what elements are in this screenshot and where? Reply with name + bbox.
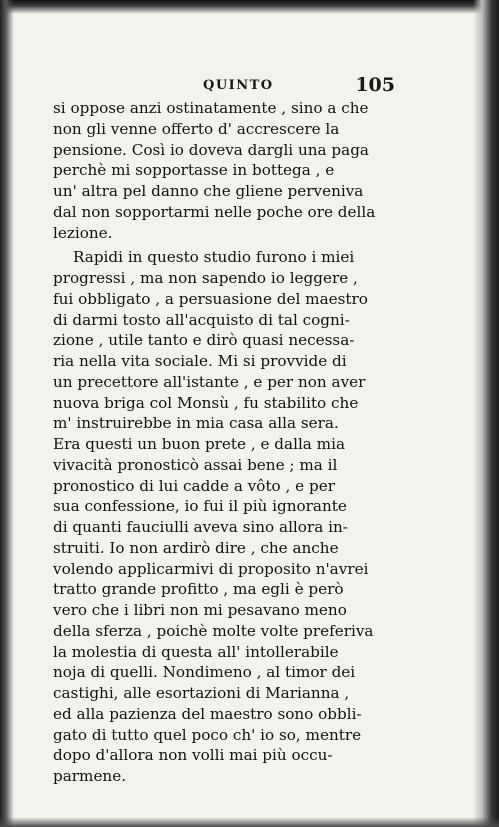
text-line: lezione.	[53, 223, 113, 242]
text-line: m' instruirebbe in mia casa alla sera.	[53, 414, 339, 433]
text-line: parmene.	[53, 767, 127, 785]
paragraph	[53, 98, 395, 243]
text-line: ed alla pazienza del maestro sono obbli-	[53, 704, 362, 723]
text-line: Era questi un buon prete , e dalla mia	[53, 435, 345, 453]
text-line: si oppose anzi ostinatamente , sino a che	[53, 99, 369, 117]
paragraph	[53, 247, 395, 787]
scanner-edge-left	[0, 0, 14, 827]
page-number: 105	[355, 74, 395, 96]
text-line: fui obbligato , a persuasione del maestro	[53, 289, 368, 308]
text-line: la molestia di questa all' intollerabile	[53, 642, 339, 661]
text-line: perchè mi sopportasse in bottega , e	[53, 161, 335, 180]
scanner-edge-right	[473, 0, 499, 827]
text-line: non gli venne offerto d' accrescere la	[53, 119, 340, 138]
text-line: della sferza , poichè molte volte preferiva	[53, 621, 374, 640]
text-line: dal non sopportarmi nelle poche ore della	[53, 202, 376, 221]
running-head-title: QUINTO	[203, 78, 274, 93]
text-line: pronostico di lui cadde a vôto , e per	[53, 476, 335, 495]
text-line: volendo applicarmivi di proposito n'avrei	[53, 559, 369, 578]
text-line: tratto grande profitto , ma egli è però	[53, 580, 344, 599]
text-line: dopo d'allora non volli mai più occu-	[53, 746, 333, 765]
text-line: ria nella vita sociale. Mi si provvide di	[53, 352, 347, 370]
body-text	[53, 98, 395, 787]
text-line: un precettore all'istante , e per non aver	[53, 372, 366, 391]
text-line: struiti. Io non ardirò dire , che anche	[53, 538, 339, 557]
text-line: castighi, alle esortazioni di Marianna ,	[53, 684, 350, 702]
scanner-edge-bottom	[0, 817, 499, 827]
text-line: nuova briga col Monsù , fu stabilito che	[53, 393, 359, 412]
text-line: un' altra pel danno che gliene perveniva	[53, 182, 364, 200]
text-line: gato di tutto quel poco ch' io so, mentre	[53, 725, 362, 744]
text-line: di darmi tosto all'acquisto di tal cogni-	[53, 310, 350, 329]
text-line: sua confessione, io fui il più ignorante	[53, 497, 347, 516]
text-line: Rapidi in questo studio furono i miei	[73, 248, 355, 267]
text-line: pensione. Così io doveva dargli una paga	[53, 140, 369, 159]
running-head	[53, 74, 395, 98]
text-line: noja di quelli. Nondimeno , al timor dei	[53, 663, 356, 682]
text-line: vivacità pronosticò assai bene ; ma il	[53, 455, 338, 474]
scanner-edge-top	[0, 0, 499, 14]
text-line: vero che i libri non mi pesavano meno	[53, 601, 347, 619]
text-line: di quanti fauciulli aveva sino allora in-	[53, 518, 348, 536]
text-line: progressi , ma non sapendo io leggere ,	[53, 269, 358, 287]
text-line: zione , utile tanto e dirò quasi necessa-	[53, 331, 355, 350]
